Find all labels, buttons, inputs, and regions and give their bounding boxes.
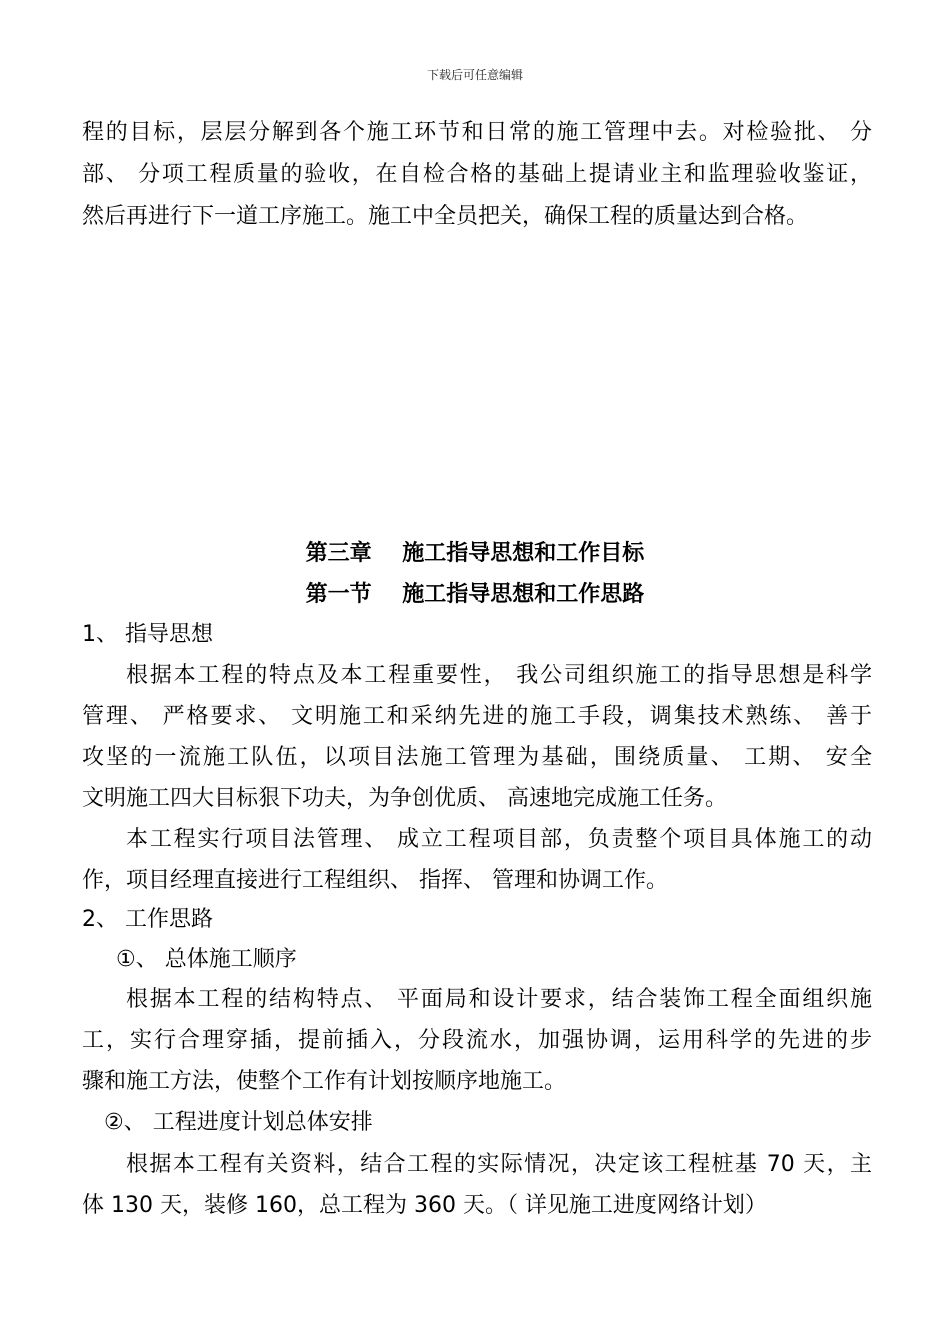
sub-heading-2: ②、 工程进度计划总体安排 [104, 1110, 373, 1135]
sub-heading-1: ①、 总体施工顺序 [116, 947, 297, 972]
page-header: 下载后可任意编辑 [426, 68, 523, 82]
text-line: 然后再进行下一道工序施工。施工中全员把关，确保工程的质量达到合格。 [82, 204, 809, 229]
item-heading-1: 1、 指导思想 [82, 622, 213, 647]
text-line: 根据本工程有关资料，结合工程的实际情况，决定该工程桩基 70 天，主 [126, 1152, 872, 1177]
text-line: 部、 分项工程质量的验收，在自检合格的基础上提请业主和监理验收鉴证， [82, 162, 872, 187]
text-line: 作，项目经理直接进行工程组织、 指挥、 管理和协调工作。 [82, 868, 668, 893]
text-line: 根据本工程的特点及本工程重要性， 我公司组织施工的指导思想是科学 [126, 663, 872, 688]
text-line: 文明施工四大目标狠下功夫，为争创优质、 高速地完成施工任务。 [82, 786, 727, 811]
text-line: 本工程实行项目法管理、 成立工程项目部，负责整个项目具体施工的动 [126, 827, 872, 852]
text-line: 体 130 天，装修 160，总工程为 360 天。（ 详见施工进度网络计划） [82, 1193, 767, 1218]
text-line: 骤和施工方法，使整个工作有计划按顺序地施工。 [82, 1069, 567, 1094]
item-heading-2: 2、 工作思路 [82, 907, 213, 932]
text-line: 攻坚的一流施工队伍，以项目法施工管理为基础，围绕质量、 工期、 安全 [82, 745, 872, 770]
text-line: 管理、 严格要求、 文明施工和采纳先进的施工手段，调集技术熟练、 善于 [82, 704, 872, 729]
text-line: 工，实行合理穿插，提前插入，分段流水，加强协调，运用科学的先进的步 [82, 1028, 872, 1053]
chapter-title: 第三章 施工指导思想和工作目标 [305, 541, 645, 566]
text-line: 根据本工程的结构特点、 平面局和设计要求，结合装饰工程全面组织施 [126, 987, 872, 1012]
section-title: 第一节 施工指导思想和工作思路 [305, 582, 645, 607]
text-line: 程的目标，层层分解到各个施工环节和日常的施工管理中去。对检验批、 分 [82, 120, 872, 145]
